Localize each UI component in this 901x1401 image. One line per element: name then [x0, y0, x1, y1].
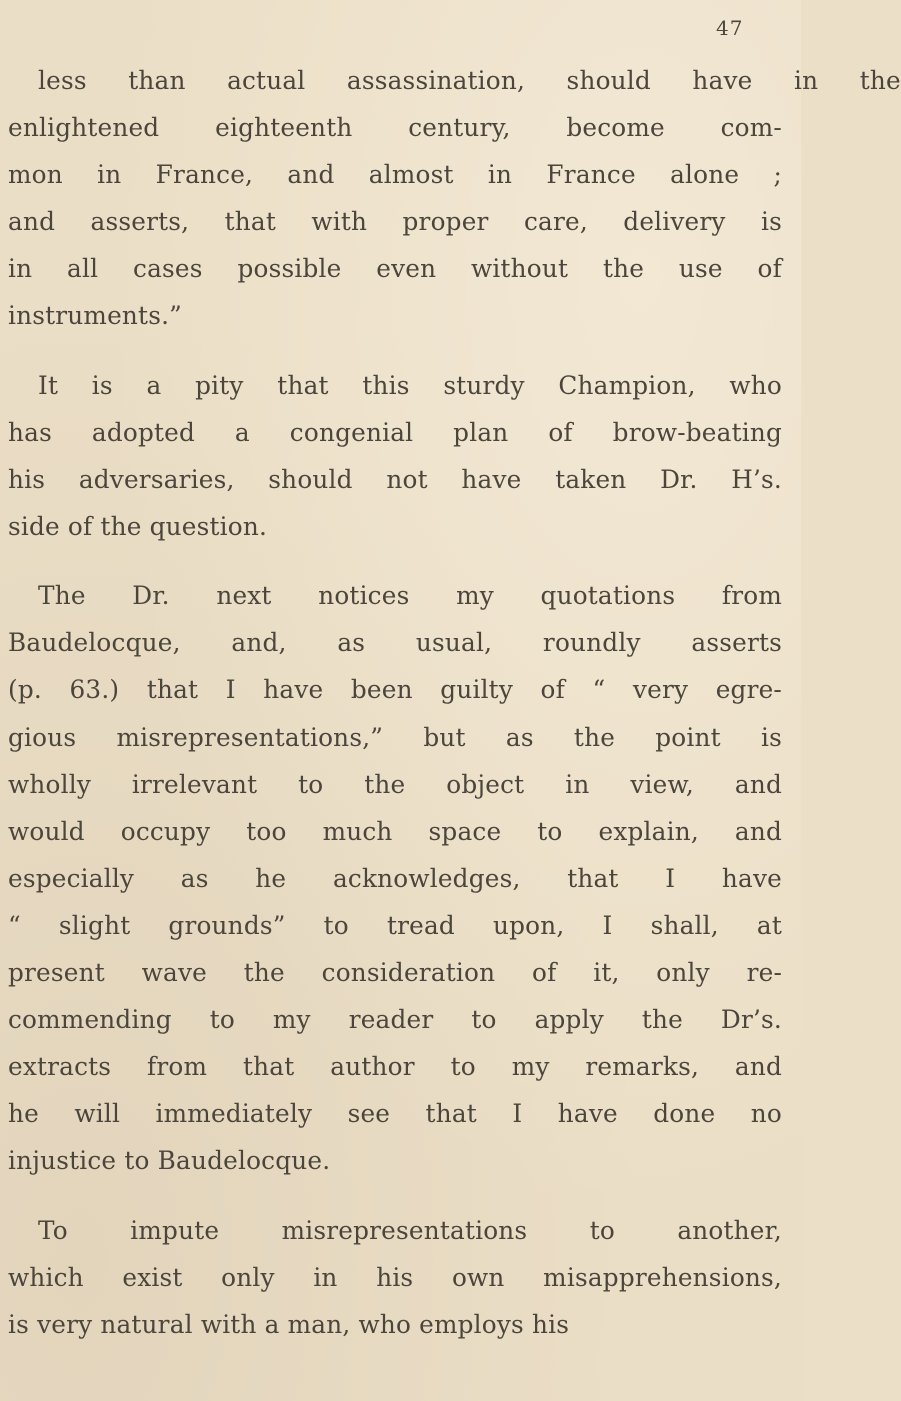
page-number: 47 — [716, 16, 744, 40]
text-line: side of the question. — [8, 512, 268, 542]
text-line: injustice to Baudelocque. — [8, 1146, 331, 1176]
text-line: gious misrepresentations,” but as the point is — [8, 722, 782, 752]
text-line: To impute misrepresentations to another, — [38, 1215, 782, 1245]
text-line: mon in France, and almost in France alone ; — [8, 160, 782, 190]
text-line: less than actual assassination, should have in the — [38, 66, 901, 95]
text-line: and asserts, that with proper care, delivery is — [8, 207, 782, 237]
text-line: in all cases possible even without the use of — [8, 254, 782, 284]
text-line: present wave the consideration of it, only re- — [8, 958, 782, 988]
text-line: enlightened eighteenth century, become com- — [8, 113, 782, 143]
text-line: is very natural with a man, who employs his — [8, 1309, 570, 1339]
text-line: It is a pity that this sturdy Champion, who — [38, 370, 782, 400]
text-line: commending to my reader to apply the Dr’s. — [8, 1005, 782, 1035]
text-line: which exist only in his own misapprehensions, — [8, 1262, 782, 1292]
text-line: would occupy too much space to explain, and — [8, 816, 782, 846]
text-line: especially as he acknowledges, that I have — [8, 863, 782, 893]
text-line: his adversaries, should not have taken Dr. H’s. — [8, 464, 782, 494]
text-line: Baudelocque, and, as usual, roundly asserts — [8, 628, 782, 658]
text-line: extracts from that author to my remarks, and — [8, 1052, 782, 1082]
text-line: “ slight grounds” to tread upon, I shall, at — [8, 910, 782, 940]
text-line: The Dr. next notices my quotations from — [38, 581, 782, 611]
text-line: (p. 63.) that I have been guilty of “ very egre- — [8, 675, 782, 705]
text-line: instruments.” — [8, 301, 182, 331]
text-line: has adopted a congenial plan of brow-beating — [8, 417, 782, 447]
text-line: he will immediately see that I have done no — [8, 1099, 782, 1129]
text-line: wholly irrelevant to the object in view, and — [8, 769, 782, 799]
